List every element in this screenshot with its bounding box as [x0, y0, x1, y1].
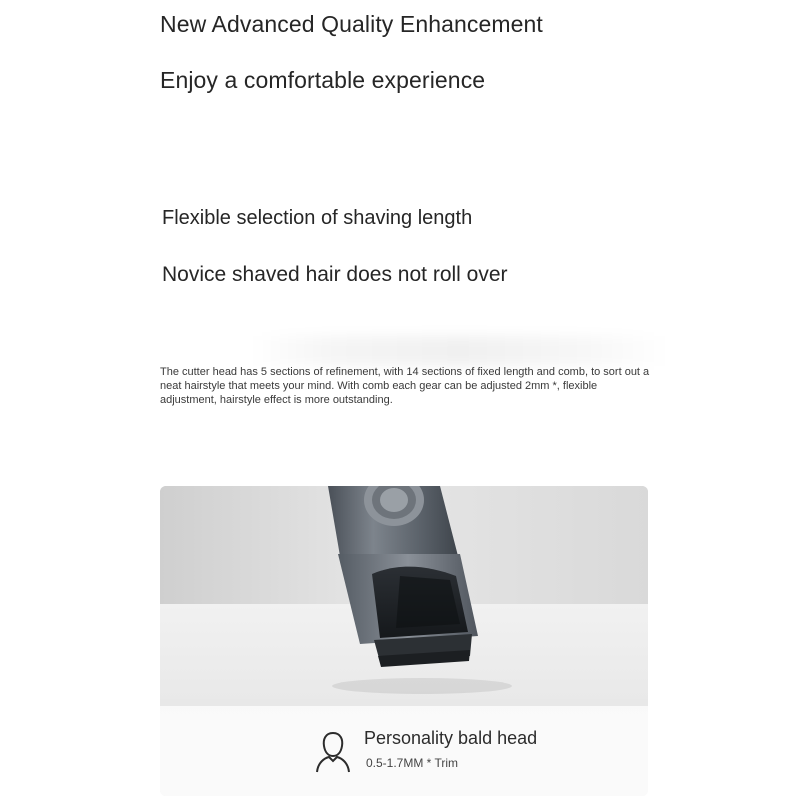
style-name-label: Personality bald head [364, 728, 538, 748]
feature-line-no-roll: Novice shaved hair does not roll over [162, 263, 508, 286]
faded-background-text [250, 336, 670, 366]
feature-line-length: Flexible selection of shaving length [162, 207, 473, 229]
product-description: The cutter head has 5 sections of refinement, with 14 sections of fixed length and comb, to sort out a neat hairstyle that meets your mind. With comb each gear can be adjusted 2mm *, flexible adjustment, hairstyle effect is more outstanding. [160, 366, 650, 406]
person-icon [314, 730, 352, 774]
headline-title: New Advanced Quality Enhancement [160, 11, 543, 37]
trim-style-card [160, 486, 648, 796]
card-info-strip [160, 706, 648, 796]
style-spec-label: 0.5-1.7MM * Trim [366, 756, 459, 770]
headline-subtitle: Enjoy a comfortable experience [160, 67, 486, 93]
